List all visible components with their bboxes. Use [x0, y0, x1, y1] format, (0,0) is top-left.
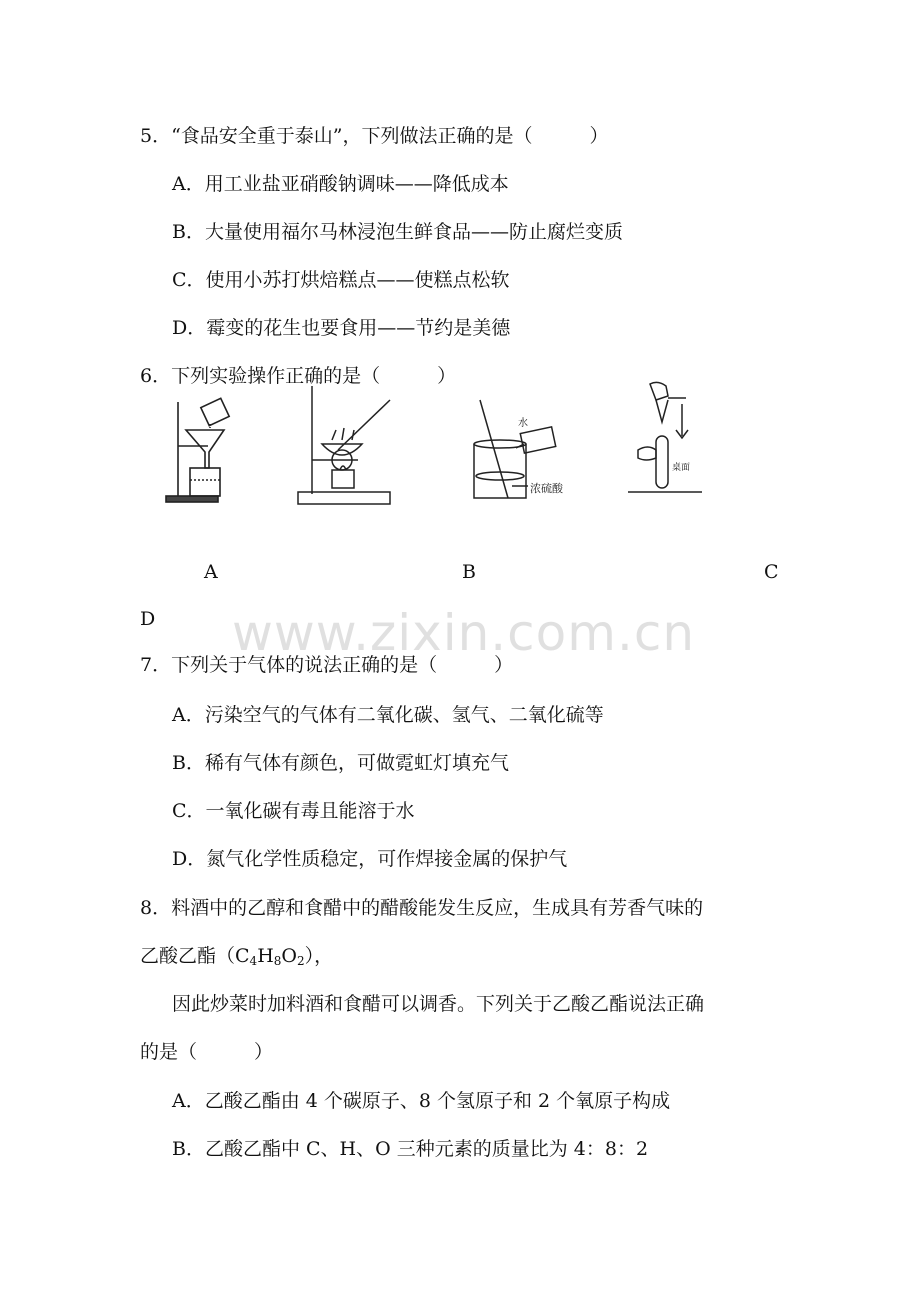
q8-formula-suffix: ）， [304, 945, 334, 967]
figure-c-label-water: 水 [518, 418, 528, 429]
figure-c-label-acid: 浓硫酸 [530, 482, 563, 495]
q5-stem: 5．“食品安全重于泰山”，下列做法正确的是（ ） [140, 125, 609, 147]
q8-sub-h: 8 [273, 954, 282, 968]
q7-option-c: C．一氧化碳有毒且能溶于水 [172, 800, 415, 822]
q7-stem: 7．下列关于气体的说法正确的是（ ） [140, 654, 514, 676]
q7-option-b: B．稀有气体有颜色，可做霓虹灯填充气 [172, 752, 509, 774]
q5-option-a: A．用工业盐亚硝酸钠调味——降低成本 [172, 173, 509, 195]
q8-formula-prefix: 乙酸乙酯（C [140, 945, 250, 967]
q8-stem-line3: 因此炒菜时加料酒和食醋可以调香。下列关于乙酸乙酯说法正确 [172, 993, 705, 1015]
q7-option-d: D．氮气化学性质稳定，可作焊接金属的保护气 [172, 848, 568, 870]
q5-option-b: B．大量使用福尔马林浸泡生鲜食品——防止腐烂变质 [172, 221, 623, 243]
q8-stem-line2 [140, 947, 333, 966]
q6-label-a: A [204, 561, 218, 583]
q8-stem-line4: 的是（ ） [140, 1041, 274, 1063]
q8-stem-line1: 8．料酒中的乙醇和食醋中的醋酸能发生反应，生成具有芳香气味的 [140, 897, 704, 919]
figure-b-evaporation [294, 380, 394, 508]
figure-d-label-table: 桌面 [672, 463, 691, 473]
q6-label-d: D [140, 608, 156, 630]
watermark: www.zixin.com.cn [232, 604, 696, 662]
q8-option-a: A．乙酸乙酯由 4 个碳原子、8 个氢原子和 2 个氧原子构成 [172, 1090, 671, 1112]
q8-option-b: B．乙酸乙酯中 C、H、O 三种元素的质量比为 4：8：2 [172, 1138, 649, 1160]
q8-sub-o: 2 [296, 954, 305, 968]
figure-d-test-tube [628, 378, 708, 498]
q8-formula-o: O [281, 945, 297, 967]
q8-formula-h: H [257, 945, 274, 967]
q6-stem: 6．下列实验操作正确的是（ ） [140, 365, 457, 387]
figure-c-dilution [468, 394, 588, 504]
q7-option-a: A．污染空气的气体有二氧化碳、氢气、二氧化硫等 [172, 704, 604, 726]
q5-option-c: C．使用小苏打烘焙糕点——使糕点松软 [172, 269, 510, 291]
q8-sub-c: 4 [249, 954, 258, 968]
q6-label-c: C [764, 561, 779, 583]
figure-a-filtration [160, 390, 240, 510]
q6-label-b: B [462, 561, 476, 583]
q5-option-d: D．霉变的花生也要食用——节约是美德 [172, 317, 511, 339]
